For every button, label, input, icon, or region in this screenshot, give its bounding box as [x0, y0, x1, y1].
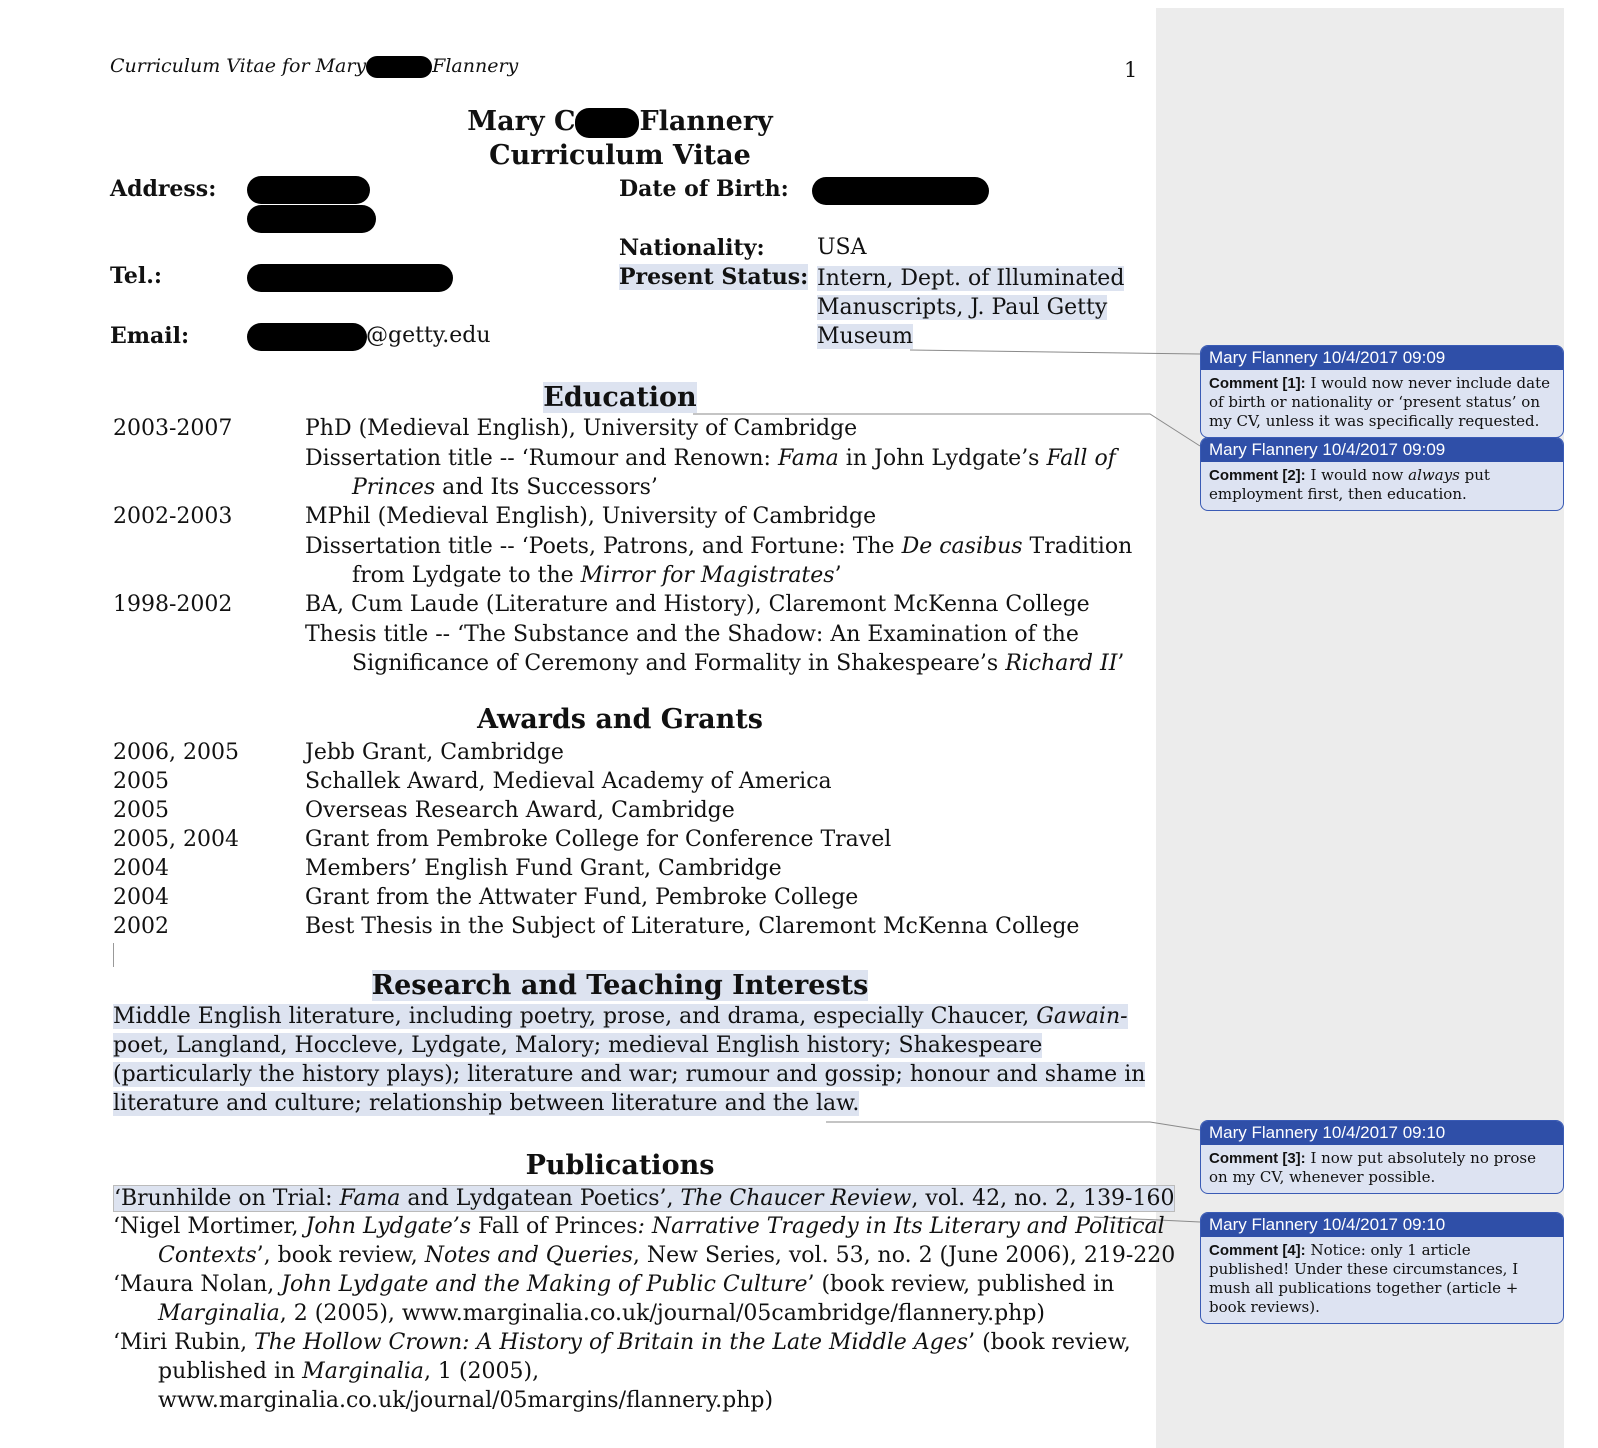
comment-label: Comment [4]:	[1209, 1242, 1306, 1259]
publication-review	[113, 1330, 1131, 1355]
publication-review	[113, 1272, 1114, 1297]
comment-body	[1201, 1145, 1563, 1193]
research-line	[113, 1004, 1128, 1029]
running-header	[110, 55, 518, 78]
text: Marginalia	[302, 1359, 424, 1384]
header-prefix: Curriculum Vitae for Mary	[110, 55, 367, 77]
status-line: Intern, Dept. of Illuminated	[817, 266, 1125, 291]
comment-body	[1201, 370, 1563, 437]
education-years: 1998-2002	[113, 592, 233, 617]
award-years: 2005	[113, 798, 169, 823]
education-years: 2002-2003	[113, 504, 233, 529]
text: Princes	[352, 475, 436, 500]
publication-review-cont	[158, 1243, 1175, 1268]
publication-review-cont	[158, 1359, 539, 1384]
name-last: Flannery	[639, 106, 773, 137]
text: Fall of	[1046, 446, 1116, 471]
text: in John Lydgate’s	[838, 446, 1047, 471]
text: Contexts	[158, 1243, 257, 1268]
text: The Hollow Crown: A History of Britain in the Late Middle Ages	[254, 1330, 969, 1355]
comment-text: I would now never include date of birth or nationality or ‘present status’ on my CV, unless it was specifically requested.	[1209, 374, 1550, 430]
comment-text: I now put absolutely no prose on my CV, whenever possible.	[1209, 1149, 1537, 1186]
comment-header: Mary Flannery 10/4/2017 09:09	[1201, 438, 1563, 462]
status-line: Museum	[817, 324, 914, 349]
text: ’	[1117, 651, 1125, 676]
comment-body	[1201, 462, 1563, 510]
publication-review	[113, 1214, 1165, 1239]
award-years: 2004	[113, 885, 169, 910]
award-text: Overseas Research Award, Cambridge	[305, 798, 735, 823]
text: ‘Brunhilde on Trial:	[114, 1186, 340, 1211]
publication-article	[113, 1185, 1175, 1212]
nationality-label: Nationality:	[619, 235, 765, 261]
comment-header: Mary Flannery 10/4/2017 09:10	[1201, 1213, 1563, 1237]
text: Mirror for Magistrates	[580, 563, 835, 588]
education-thesis: Thesis title -- ‘The Substance and the Shadow: An Examination of the	[305, 622, 1079, 647]
text: Dissertation title -- ‘Poets, Patrons, and Fortune: The	[305, 534, 902, 559]
email-label: Email:	[110, 323, 190, 349]
comment-text: Notice: only 1 article published! Under these circumstances, I mush all publications together (article + book reviews).	[1209, 1241, 1519, 1316]
text: ’	[834, 563, 842, 588]
education-dissertation-cont	[352, 473, 658, 502]
publication-review-cont	[158, 1301, 1045, 1326]
redacted-telephone	[247, 264, 453, 292]
award-text: Grant from Pembroke College for Conference Travel	[305, 827, 892, 852]
research-heading	[0, 970, 1240, 1001]
text: , 2 (2005), www.marginalia.co.uk/journal/05cambridge/flannery.php)	[279, 1301, 1046, 1326]
award-text: Best Thesis in the Subject of Literature, Claremont McKenna College	[305, 914, 1080, 939]
page-number: 1	[1124, 58, 1138, 82]
text: ‘Maura Nolan,	[113, 1272, 282, 1297]
comment-text: put employment first, then education.	[1209, 466, 1490, 503]
text: , 1 (2005),	[423, 1359, 540, 1384]
publications-heading: Publications	[525, 1150, 715, 1181]
text: ‘Nigel Mortimer,	[113, 1214, 306, 1239]
text: Fall of Princes	[471, 1214, 638, 1239]
redaction-mark	[366, 56, 432, 78]
text: and Lydgatean Poetics’,	[400, 1186, 681, 1211]
redacted-email-user	[247, 323, 367, 351]
text-cursor	[113, 943, 114, 967]
text: Fama	[777, 446, 839, 471]
text: , vol. 42, no. 2, 139-160	[911, 1186, 1175, 1211]
comment-balloon[interactable]	[1200, 1120, 1564, 1194]
redaction-mark	[575, 108, 639, 138]
research-line: poet, Langland, Hoccleve, Lydgate, Malory; medieval English history; Shakespeare	[113, 1033, 1043, 1058]
text: ‘Miri Rubin,	[113, 1330, 255, 1355]
award-text: Jebb Grant, Cambridge	[305, 740, 564, 765]
education-degree: MPhil (Medieval English), University of Cambridge	[305, 504, 877, 529]
redacted-address-line-2	[247, 205, 376, 233]
comment-header: Mary Flannery 10/4/2017 09:10	[1201, 1121, 1563, 1145]
dob-label: Date of Birth:	[619, 176, 789, 202]
education-heading-text: Education	[543, 382, 697, 413]
text: Tradition	[1022, 534, 1133, 559]
text: ’, book review,	[256, 1243, 425, 1268]
email-domain: @getty.edu	[366, 323, 491, 348]
text: and Its Successors’	[435, 475, 658, 500]
education-degree: BA, Cum Laude (Literature and History), Claremont McKenna College	[305, 592, 1090, 617]
comment-balloon[interactable]	[1200, 437, 1564, 511]
award-years: 2004	[113, 856, 169, 881]
award-text: Grant from the Attwater Fund, Pembroke College	[305, 885, 859, 910]
text: ’ (book review,	[968, 1330, 1131, 1355]
award-years: 2005	[113, 769, 169, 794]
research-heading-text: Research and Teaching Interests	[371, 970, 869, 1001]
research-line: (particularly the history plays); literature and war; rumour and gossip; honour and shame in	[113, 1062, 1146, 1087]
cv-subtitle: Curriculum Vitae	[489, 140, 751, 171]
text: John Lydgate’s	[305, 1214, 472, 1239]
text: published in	[158, 1359, 303, 1384]
text: Fama	[339, 1186, 401, 1211]
awards-heading: Awards and Grants	[477, 704, 763, 735]
education-degree: PhD (Medieval English), University of Cambridge	[305, 416, 858, 441]
status-line: Manuscripts, J. Paul Getty	[817, 295, 1108, 320]
tel-label: Tel.:	[110, 263, 162, 289]
research-paragraph	[113, 1002, 1145, 1118]
research-line: literature and culture; relationship between literature and the law.	[113, 1091, 860, 1116]
name-first: Mary C	[467, 106, 576, 137]
education-thesis-cont	[352, 649, 1124, 678]
text: ’ (book review, published in	[807, 1272, 1115, 1297]
education-dissertation-cont	[352, 561, 842, 590]
text: The Chaucer Review	[680, 1186, 912, 1211]
text: Marginalia	[158, 1301, 280, 1326]
award-text: Members’ English Fund Grant, Cambridge	[305, 856, 782, 881]
text: Notes and Queries	[424, 1243, 633, 1268]
award-text: Schallek Award, Medieval Academy of America	[305, 769, 832, 794]
comment-label: Comment [2]:	[1209, 467, 1306, 484]
comment-balloon[interactable]	[1200, 1212, 1564, 1324]
comment-body	[1201, 1237, 1563, 1323]
education-dissertation	[305, 532, 1132, 561]
award-years: 2005, 2004	[113, 827, 239, 852]
text: , New Series, vol. 53, no. 2 (June 2006), 219-220	[632, 1243, 1176, 1268]
comment-label: Comment [3]:	[1209, 1150, 1306, 1167]
comment-text: always	[1408, 466, 1460, 484]
text: Richard II	[1005, 651, 1118, 676]
text: Middle English literature, including poetry, prose, and drama, especially Chaucer,	[113, 1004, 1037, 1029]
award-years: 2006, 2005	[113, 740, 239, 765]
nationality-value: USA	[817, 235, 867, 260]
text: Dissertation title -- ‘Rumour and Renown:	[305, 446, 778, 471]
text: De casibus	[901, 534, 1023, 559]
text: : Narrative Tragedy in Its Literary and Political	[637, 1214, 1165, 1239]
award-years: 2002	[113, 914, 169, 939]
text: Significance of Ceremony and Formality in Shakespeare’s	[352, 651, 1006, 676]
publication-review-url: www.marginalia.co.uk/journal/05margins/flannery.php)	[158, 1388, 774, 1413]
text: Gawain-	[1036, 1004, 1128, 1029]
text: John Lydgate and the Making of Public Culture	[281, 1272, 808, 1297]
education-years: 2003-2007	[113, 416, 233, 441]
status-value	[817, 264, 1124, 351]
status-label: Present Status:	[619, 264, 809, 290]
address-label: Address:	[110, 176, 217, 202]
header-suffix: Flannery	[432, 55, 519, 77]
education-dissertation	[305, 444, 1116, 473]
comment-balloon[interactable]	[1200, 345, 1564, 438]
comment-label: Comment [1]:	[1209, 375, 1306, 392]
education-heading	[0, 382, 1240, 413]
text: from Lydgate to the	[352, 563, 581, 588]
redacted-dob	[812, 177, 989, 205]
redacted-address-line-1	[247, 176, 370, 204]
cv-name	[0, 106, 1240, 138]
comment-text: I would now	[1305, 466, 1409, 484]
comment-header: Mary Flannery 10/4/2017 09:09	[1201, 346, 1563, 370]
